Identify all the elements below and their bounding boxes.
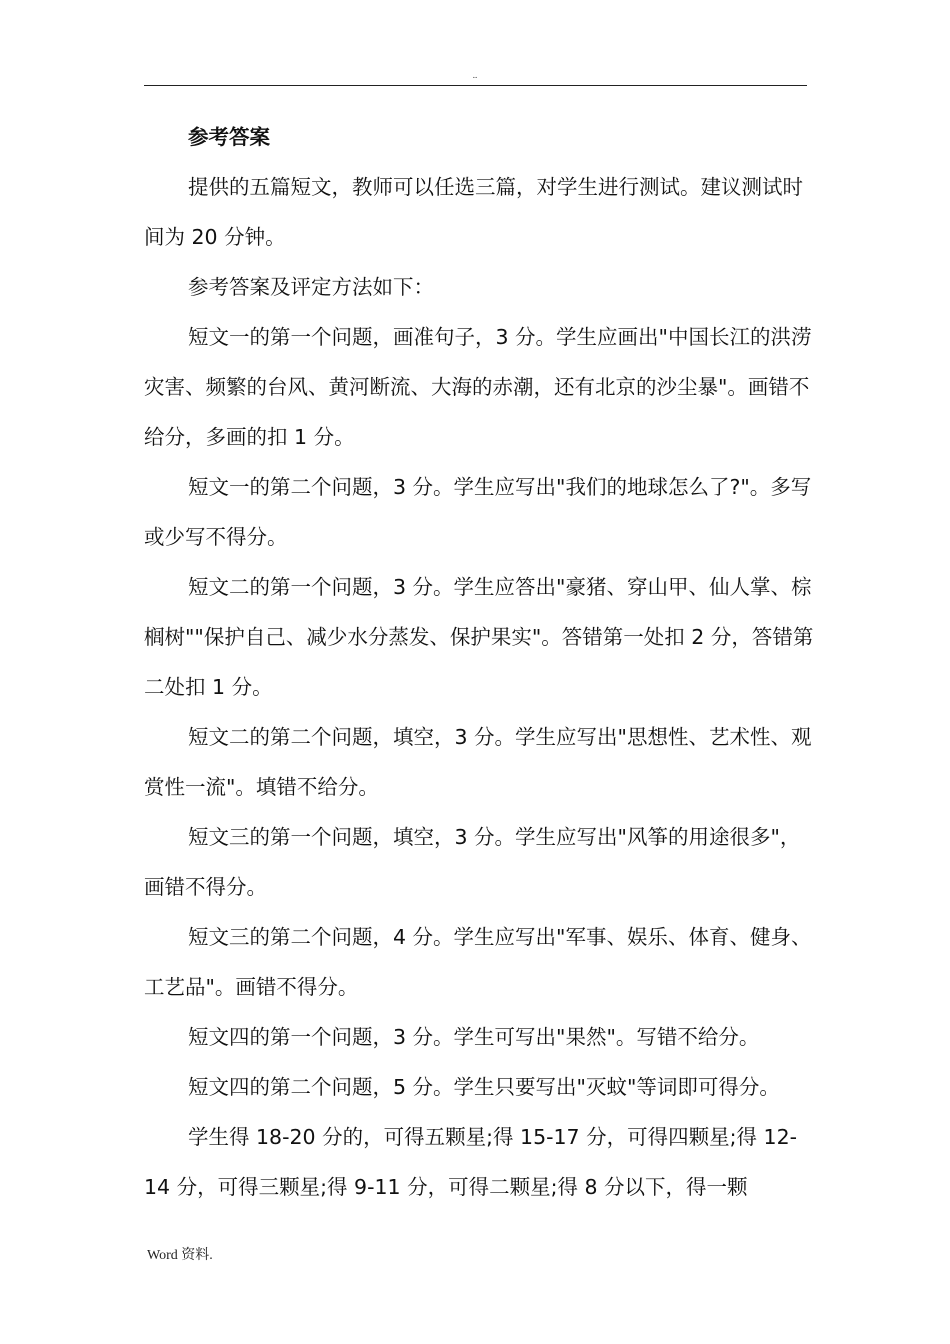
answer-paragraph-5: 短文三的第一个问题，填空，3 分。学生应写出"风筝的用途很多"，画错不得分。 bbox=[144, 825, 801, 899]
page-footer: Word 资料. bbox=[147, 1248, 213, 1263]
answer-paragraph-7: 短文四的第一个问题，3 分。学生可写出"果然"。写错不给分。 bbox=[188, 1025, 760, 1049]
answer-paragraph-1: 短文一的第一个问题，画准句子，3 分。学生应画出"中国长江的洪涝灾害、频繁的台风、黄河断流、大海的赤潮，还有北京的沙尘暴"。画错不给分，多画的扣 1 分。 bbox=[144, 325, 812, 449]
method-paragraph: 参考答案及评定方法如下： bbox=[188, 275, 434, 299]
document-body bbox=[144, 112, 816, 1212]
answer-paragraph-8: 短文四的第二个问题，5 分。学生只要写出"灭蚊"等词即可得分。 bbox=[188, 1075, 780, 1099]
answer-paragraph-6: 短文三的第二个问题，4 分。学生应写出"军事、娱乐、体育、健身、工艺品"。画错不得分。 bbox=[144, 925, 812, 999]
scoring-paragraph: 学生得 18-20 分的，可得五颗星;得 15-17 分，可得四颗星;得 12-14 分，可得三颗星;得 9-11 分，可得二颗星;得 8 分以下，得一颗 bbox=[144, 1125, 798, 1199]
answer-paragraph-2: 短文一的第二个问题，3 分。学生应写出"我们的地球怎么了?"。多写或少写不得分。 bbox=[144, 475, 812, 549]
intro-paragraph: 提供的五篇短文，教师可以任选三篇，对学生进行测试。建议测试时间为 20 分钟。 bbox=[144, 175, 803, 249]
answer-paragraph-4: 短文二的第二个问题，填空，3 分。学生应写出"思想性、艺术性、观赏性一流"。填错不给分。 bbox=[144, 725, 812, 799]
section-heading: 参考答案 bbox=[188, 125, 270, 149]
header-rule bbox=[144, 85, 807, 86]
header-mark: .. bbox=[472, 70, 478, 80]
answer-paragraph-3: 短文二的第一个问题，3 分。学生应答出"豪猪、穿山甲、仙人掌、棕榈树""保护自己、减少水分蒸发、保护果实"。答错第一处扣 2 分，答错第二处扣 1 分。 bbox=[144, 575, 814, 699]
